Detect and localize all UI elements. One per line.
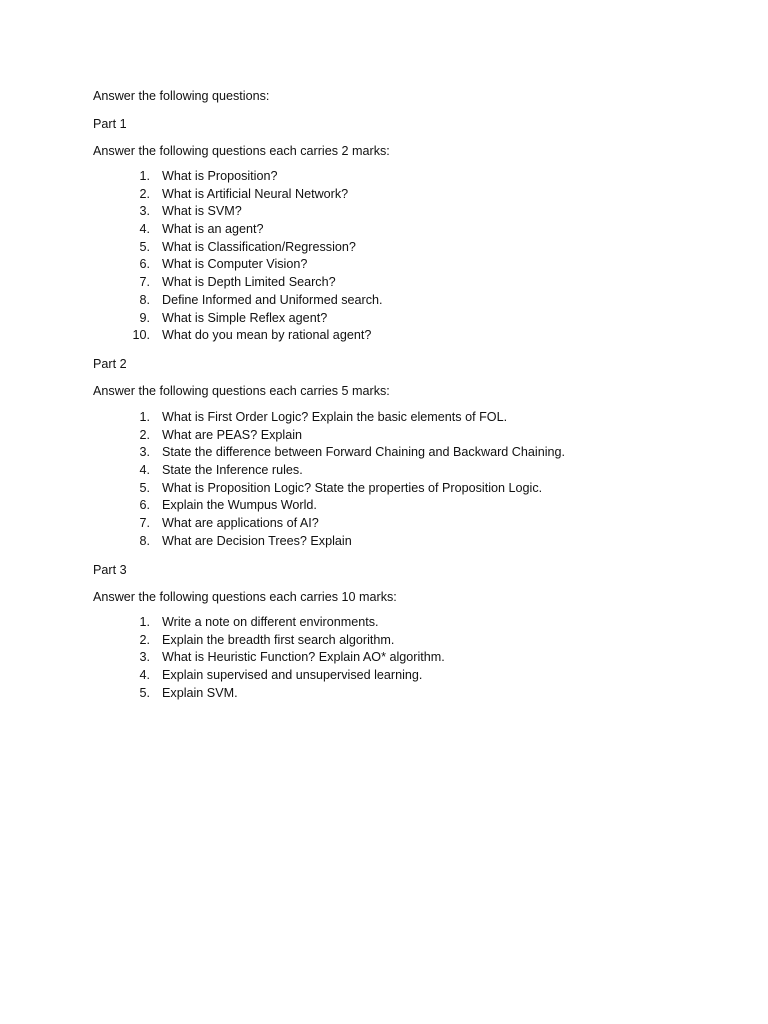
question-number: 1.: [139, 410, 150, 424]
question-text: What are applications of AI?: [162, 516, 319, 531]
question-number: 7.: [139, 275, 150, 290]
question-text: Explain the breadth first search algorithm.: [162, 632, 395, 647]
question-text: What is SVM?: [162, 204, 242, 219]
question-text: Explain the Wumpus World.: [162, 498, 317, 513]
question-text: What are Decision Trees? Explain: [162, 533, 352, 548]
question-number: 5.: [139, 685, 150, 700]
question-text: Explain SVM.: [162, 685, 238, 700]
question-number: 2.: [139, 186, 150, 201]
intro-text: Answer the following questions:: [93, 89, 270, 103]
question-text: State the Inference rules.: [162, 463, 303, 478]
part-2-instruction: Answer the following questions each carries 5 marks:: [93, 384, 390, 398]
question-number: 5.: [139, 239, 150, 254]
question-text: Define Informed and Uniformed search.: [162, 292, 383, 307]
question-number: 3.: [139, 445, 150, 460]
question-text: Explain supervised and unsupervised learning.: [162, 668, 423, 683]
question-text: What is an agent?: [162, 222, 264, 237]
question-number: 2.: [139, 632, 150, 647]
question-text: What is Simple Reflex agent?: [162, 310, 328, 325]
part-3-instruction: Answer the following questions each carries 10 marks:: [93, 590, 397, 604]
question-number: 3.: [139, 650, 150, 665]
question-number: 4.: [139, 222, 150, 237]
part-1-instruction: Answer the following questions each carries 2 marks:: [93, 144, 390, 158]
question-text: What is Artificial Neural Network?: [162, 186, 349, 201]
part-2-heading: Part 2: [93, 357, 127, 371]
question-number: 5.: [139, 480, 150, 495]
question-text: State the difference between Forward Chaining and Backward Chaining.: [162, 445, 566, 460]
question-number: 1.: [139, 615, 150, 629]
question-text: What is First Order Logic? Explain the basic elements of FOL.: [162, 410, 508, 424]
question-number: 1.: [139, 169, 150, 183]
question-text: Write a note on different environments.: [162, 615, 379, 629]
question-text: What is Heuristic Function? Explain AO* algorithm.: [162, 650, 445, 665]
question-number: 4.: [139, 463, 150, 478]
question-number: 8.: [139, 292, 150, 307]
question-number: 4.: [139, 668, 150, 683]
question-text: What is Proposition Logic? State the properties of Proposition Logic.: [162, 480, 543, 495]
question-text: What is Classification/Regression?: [162, 239, 356, 254]
question-number: 10.: [132, 328, 150, 343]
question-number: 8.: [139, 533, 150, 548]
part-3-heading: Part 3: [93, 563, 127, 577]
part-1-heading: Part 1: [93, 117, 127, 131]
question-number: 7.: [139, 516, 150, 531]
question-number: 6.: [139, 257, 150, 272]
question-text: What is Proposition?: [162, 169, 278, 183]
question-number: 3.: [139, 204, 150, 219]
question-number: 9.: [139, 310, 150, 325]
question-number: 2.: [139, 427, 150, 442]
question-text: What do you mean by rational agent?: [162, 328, 372, 343]
question-text: What is Computer Vision?: [162, 257, 308, 272]
question-text: What is Depth Limited Search?: [162, 275, 336, 290]
question-text: What are PEAS? Explain: [162, 427, 303, 442]
question-number: 6.: [139, 498, 150, 513]
